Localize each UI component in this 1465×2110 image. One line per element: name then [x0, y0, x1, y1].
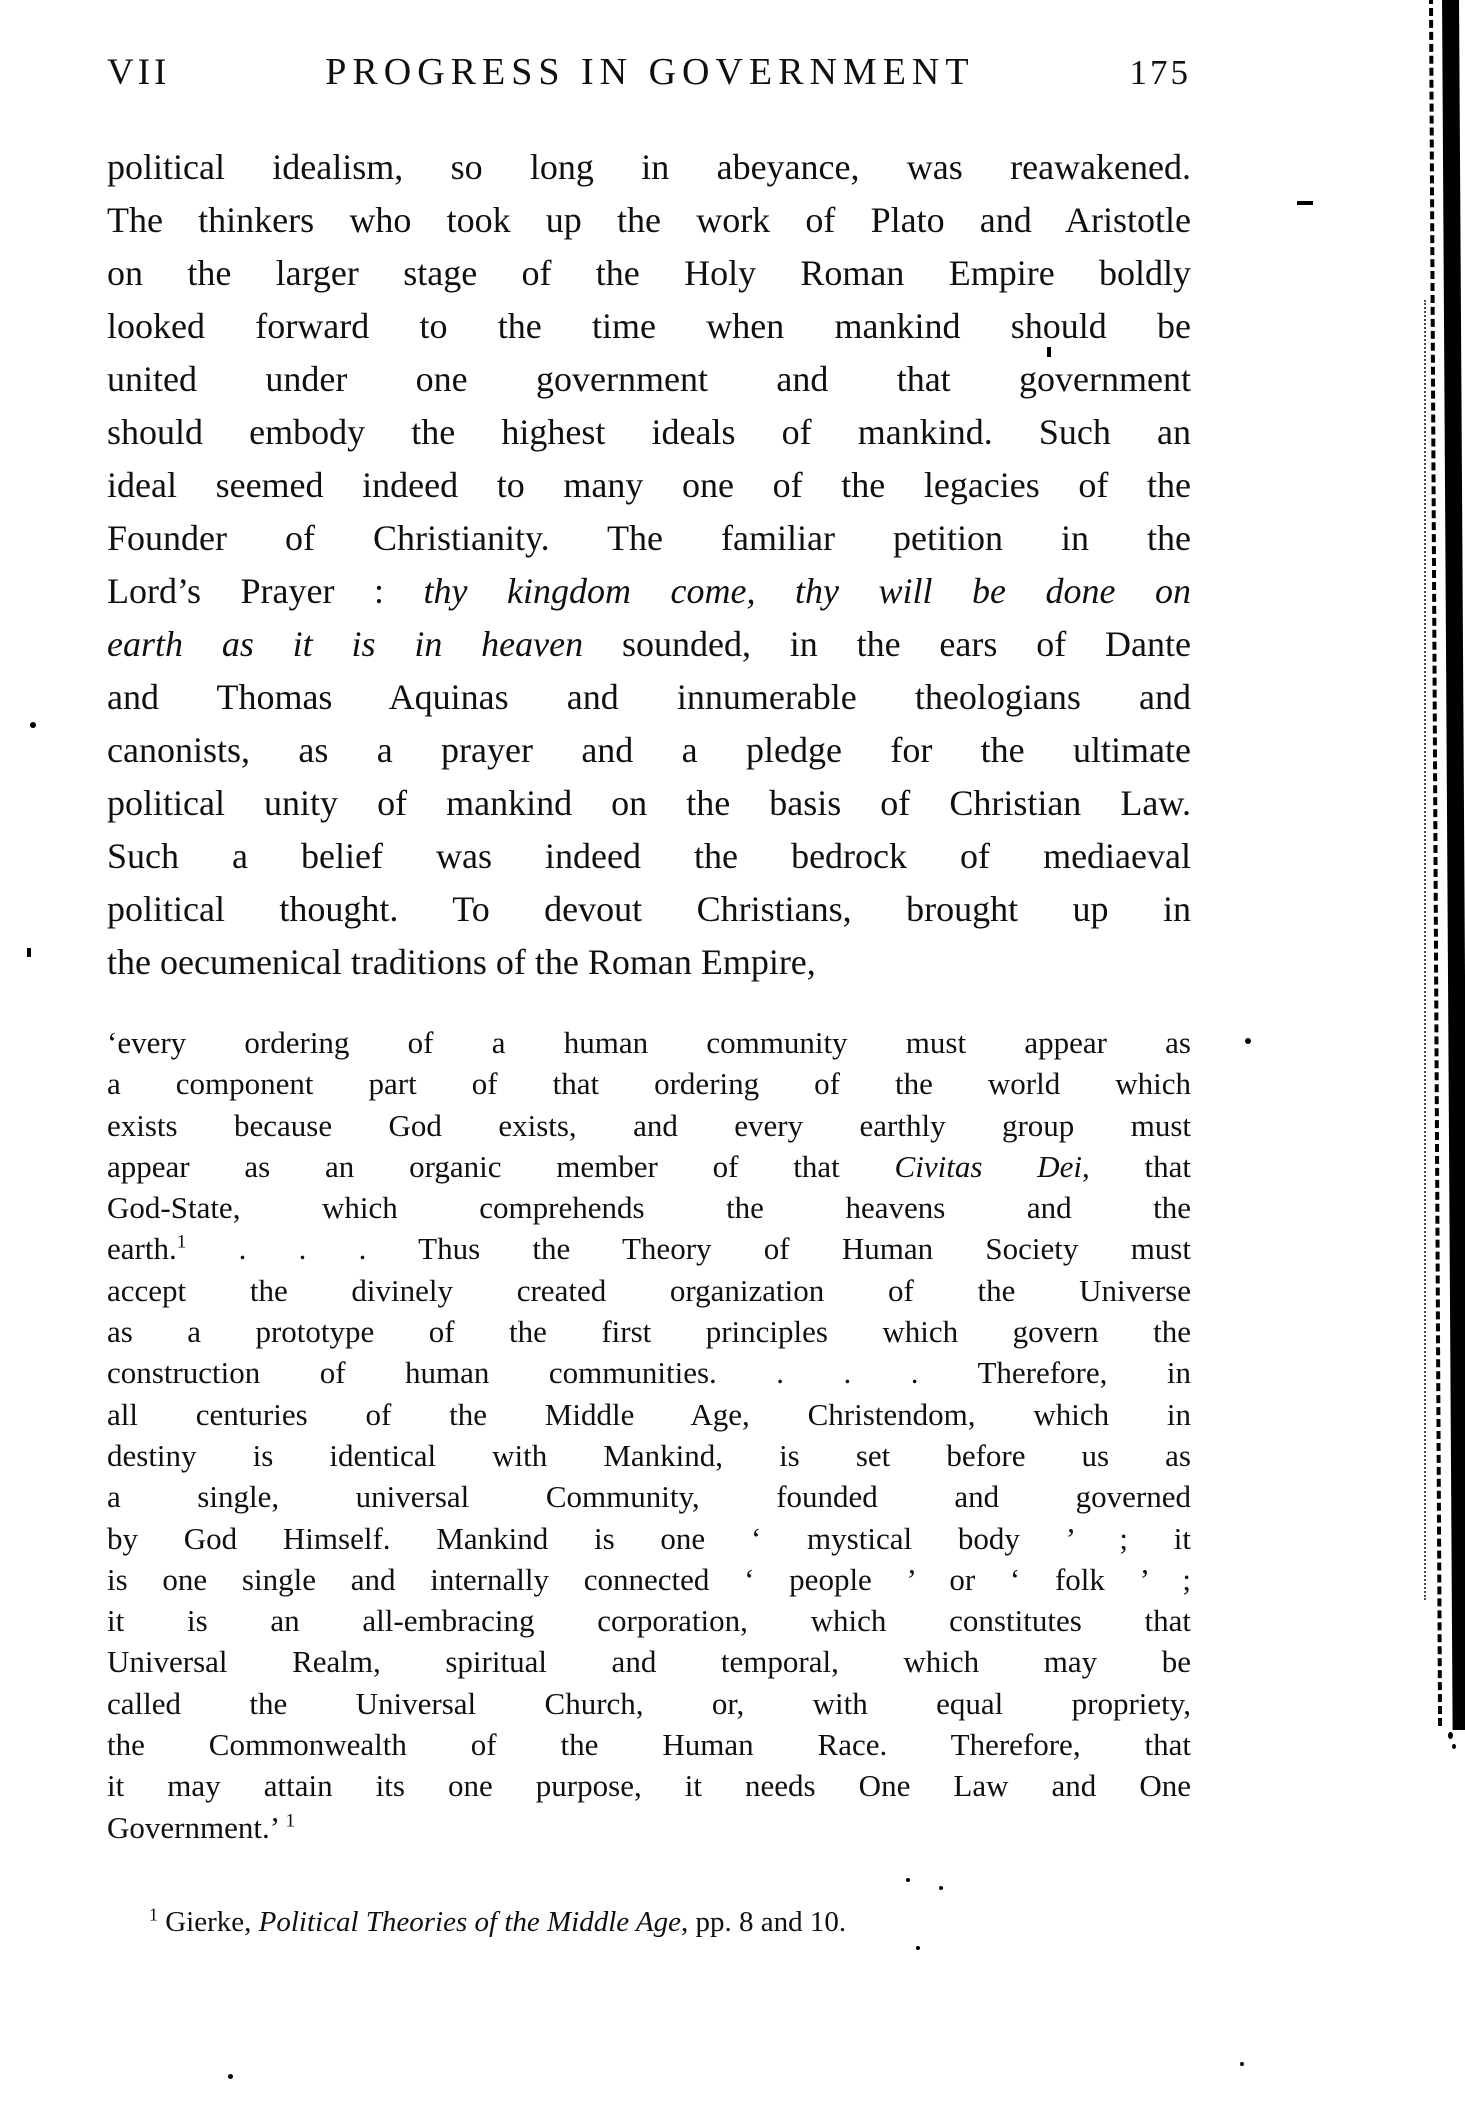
scan-speck: [27, 948, 31, 957]
text-line: on the larger stage of the Holy Roman Empire boldly: [107, 253, 1191, 293]
text-line: God-State, which comprehends the heavens and the: [107, 1190, 1191, 1226]
scan-speck: [1240, 2062, 1244, 2066]
scan-speck: [1047, 347, 1051, 357]
scan-speck: [906, 1878, 910, 1882]
text-line: all centuries of the Middle Age, Christendom, which in: [107, 1396, 1191, 1432]
text-line: construction of human communities. . . . Therefore, in: [107, 1355, 1191, 1391]
text-line: looked forward to the time when mankind should be: [107, 306, 1191, 346]
text-line: and Thomas Aquinas and innumerable theologians and: [107, 677, 1191, 717]
text-line: as a prototype of the first principles which govern the: [107, 1314, 1191, 1350]
text-line: canonists, as a prayer and a pledge for the ultimate: [107, 730, 1191, 770]
text-line: exists because God exists, and every earthly group must: [107, 1107, 1191, 1143]
text-line: earth as it is in heaven sounded, in the ears of Dante: [107, 624, 1191, 664]
text-line: is one single and internally connected ‘ people ’ or ‘ folk ’ ;: [107, 1561, 1191, 1597]
text-line: political thought. To devout Christians, brought up in: [107, 889, 1191, 929]
text-line: Lord’s Prayer : thy kingdom come, thy will be done on: [107, 571, 1191, 611]
text-line: Universal Realm, spiritual and temporal, which may be: [107, 1644, 1191, 1680]
text-line: it may attain its one purpose, it needs One Law and One: [107, 1768, 1191, 1804]
binding-shadow-thin-line: [1424, 300, 1426, 1600]
block-quote: [107, 1022, 1191, 1848]
binding-shadow-dashes: [1429, 0, 1442, 1726]
scan-speck: [1452, 1744, 1456, 1749]
text-line: by God Himself. Mankind is one ‘ mystical body ’ ; it: [107, 1520, 1191, 1556]
text-line: political unity of mankind on the basis of Christian Law.: [107, 783, 1191, 823]
scan-speck: [916, 1946, 920, 1950]
text-line: it is an all-embracing corporation, which constitutes that: [107, 1603, 1191, 1639]
text-line: united under one government and that government: [107, 359, 1191, 399]
text-line: The thinkers who took up the work of Plato and Aristotle: [107, 200, 1191, 240]
scan-speck: [1448, 1732, 1453, 1739]
text-line: ideal seemed indeed to many one of the legacies of the: [107, 465, 1191, 505]
text-line: Founder of Christianity. The familiar petition in the: [107, 518, 1191, 558]
chapter-number: VII: [107, 52, 171, 93]
running-title: PROGRESS IN GOVERNMENT: [325, 51, 975, 93]
scan-speck: [30, 722, 36, 728]
body-paragraph: [107, 141, 1191, 989]
text-line: appear as an organic member of that Civitas Dei, that: [107, 1148, 1191, 1184]
text-line: Government.’ $^1$: [107, 1809, 296, 1845]
scan-speck: [1245, 1038, 1251, 1044]
page-header: [107, 50, 1191, 94]
footnote: $^1$ Gierke, Political Theories of the Middle Age, pp. 8 and 10.: [149, 1904, 847, 1938]
text-line: ‘every ordering of a human community must appear as: [107, 1025, 1191, 1060]
text-line: a single, universal Community, founded and governed: [107, 1479, 1191, 1515]
scan-speck: [939, 1886, 943, 1890]
scan-speck: [228, 2074, 233, 2079]
text-line: political idealism, so long in abeyance, was reawakened.: [107, 147, 1191, 187]
text-line: a component part of that ordering of the world which: [107, 1066, 1191, 1102]
text-line: called the Universal Church, or, with equal propriety,: [107, 1685, 1191, 1721]
text-line: the Commonwealth of the Human Race. Therefore, that: [107, 1727, 1191, 1763]
scan-artifact-dash: [1297, 201, 1313, 205]
text-line: Such a belief was indeed the bedrock of mediaeval: [107, 836, 1191, 876]
text-line: destiny is identical with Mankind, is set before us as: [107, 1437, 1191, 1473]
text-line: should embody the highest ideals of mankind. Such an: [107, 412, 1191, 452]
page-number: 175: [1129, 53, 1191, 92]
text-line: earth.$^1$ . . . Thus the Theory of Human Society must: [107, 1231, 1191, 1267]
text-line: accept the divinely created organization of the Universe: [107, 1272, 1191, 1308]
binding-shadow-band: [1442, 0, 1465, 1730]
text-line: the oecumenical traditions of the Roman Empire,: [107, 942, 816, 982]
